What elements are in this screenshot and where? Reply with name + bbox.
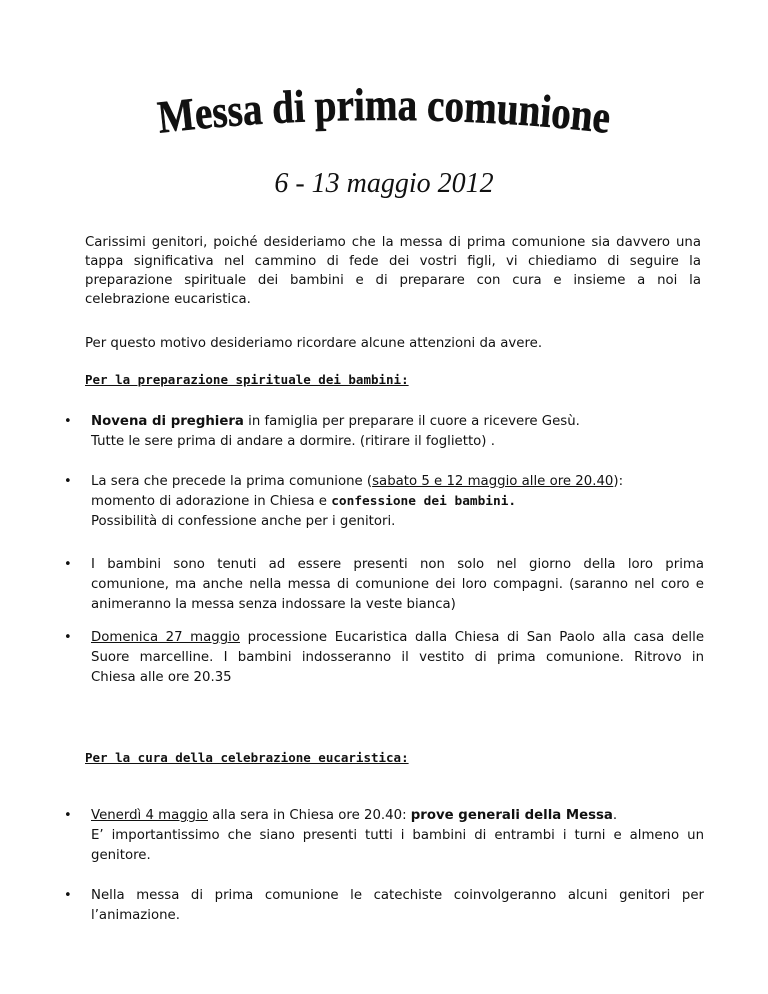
list-item xyxy=(64,555,704,615)
item-line xyxy=(91,472,704,492)
bullet-icon: • xyxy=(64,414,72,429)
item-line xyxy=(91,806,704,826)
list-item xyxy=(64,628,704,688)
item-text: momento di adorazione in Chiesa e xyxy=(91,494,332,509)
bullet-icon: • xyxy=(64,808,72,823)
item-text: in famiglia per preparare il cuore a ricevere Gesù. xyxy=(243,414,580,429)
section-heading-preparation: Per la preparazione spirituale dei bambini: xyxy=(85,372,409,387)
date-subtitle: 6 - 13 maggio 2012 xyxy=(274,168,494,199)
item-bold-text: confessione dei bambini. xyxy=(331,494,517,509)
item-text: . xyxy=(612,808,618,823)
item-line: Possibilità di confessione anche per i genitori. xyxy=(91,514,396,529)
reminder-text: Per questo motivo desideriamo ricordare alcune attenzioni da avere. xyxy=(85,336,543,351)
intro-line: tappa significativa nel cammino di fede dei vostri figli, vi chiediamo di seguire la xyxy=(85,254,701,269)
item-text: processione Eucaristica dalla Chiesa di San Paolo alla casa delle xyxy=(240,630,704,645)
item-text: alla sera in Chiesa ore 20.40: xyxy=(207,808,411,823)
list-item xyxy=(64,806,704,866)
item-line: I bambini sono tenuti ad essere presenti non solo nel giorno della loro prima xyxy=(91,557,704,572)
list-item xyxy=(64,472,701,532)
item-line: genitore. xyxy=(91,848,151,863)
item-text: ): xyxy=(613,474,624,489)
item-line xyxy=(91,492,704,512)
item-text: La sera che precede la prima comunione ( xyxy=(91,474,373,489)
page-title xyxy=(0,88,768,148)
list-item xyxy=(64,886,704,926)
item-bold-text: prove generali della Messa xyxy=(410,808,613,823)
intro-paragraph xyxy=(85,233,701,309)
title-text: Messa di prima comunione xyxy=(155,88,617,144)
list-item xyxy=(64,412,701,452)
item-date-text: sabato 5 e 12 maggio alle ore 20.40 xyxy=(372,474,614,489)
item-line: animeranno la messa senza indossare la veste bianca) xyxy=(91,597,456,612)
item-line: l’animazione. xyxy=(91,908,180,923)
item-line: comunione, ma anche nella messa di comunione dei loro compagni. (saranno nel coro e xyxy=(91,577,704,592)
intro-line: Carissimi genitori, poiché desideriamo che la messa di prima comunione sia davvero una xyxy=(85,235,701,250)
item-line xyxy=(91,628,704,648)
item-line: E’ importantissimo che siano presenti tutti i bambini di entrambi i turni e almeno un xyxy=(91,828,704,843)
bullet-icon: • xyxy=(64,474,72,489)
item-line: Nella messa di prima comunione le catechiste coinvolgeranno alcuni genitori per xyxy=(91,888,704,903)
section-heading-celebration: Per la cura della celebrazione eucaristica: xyxy=(85,750,409,765)
intro-line: preparazione spirituale dei bambini e di preparare con cura e insieme a noi la xyxy=(85,273,701,288)
intro-line: celebrazione eucaristica. xyxy=(85,292,251,307)
item-date-text: Domenica 27 maggio xyxy=(91,630,240,645)
bullet-icon: • xyxy=(64,888,72,903)
item-line: Chiesa alle ore 20.35 xyxy=(91,670,232,685)
bullet-icon: • xyxy=(64,557,72,572)
bullet-icon: • xyxy=(64,630,72,645)
item-date-text: Venerdì 4 maggio xyxy=(91,808,208,823)
item-bold-text: Novena di preghiera xyxy=(91,414,244,429)
item-line: Suore marcelline. I bambini indosseranno il vestito di prima comunione. Ritrovo in xyxy=(91,650,704,665)
item-line xyxy=(91,412,704,432)
item-line: Tutte le sere prima di andare a dormire. (ritirare il foglietto) . xyxy=(91,434,495,449)
